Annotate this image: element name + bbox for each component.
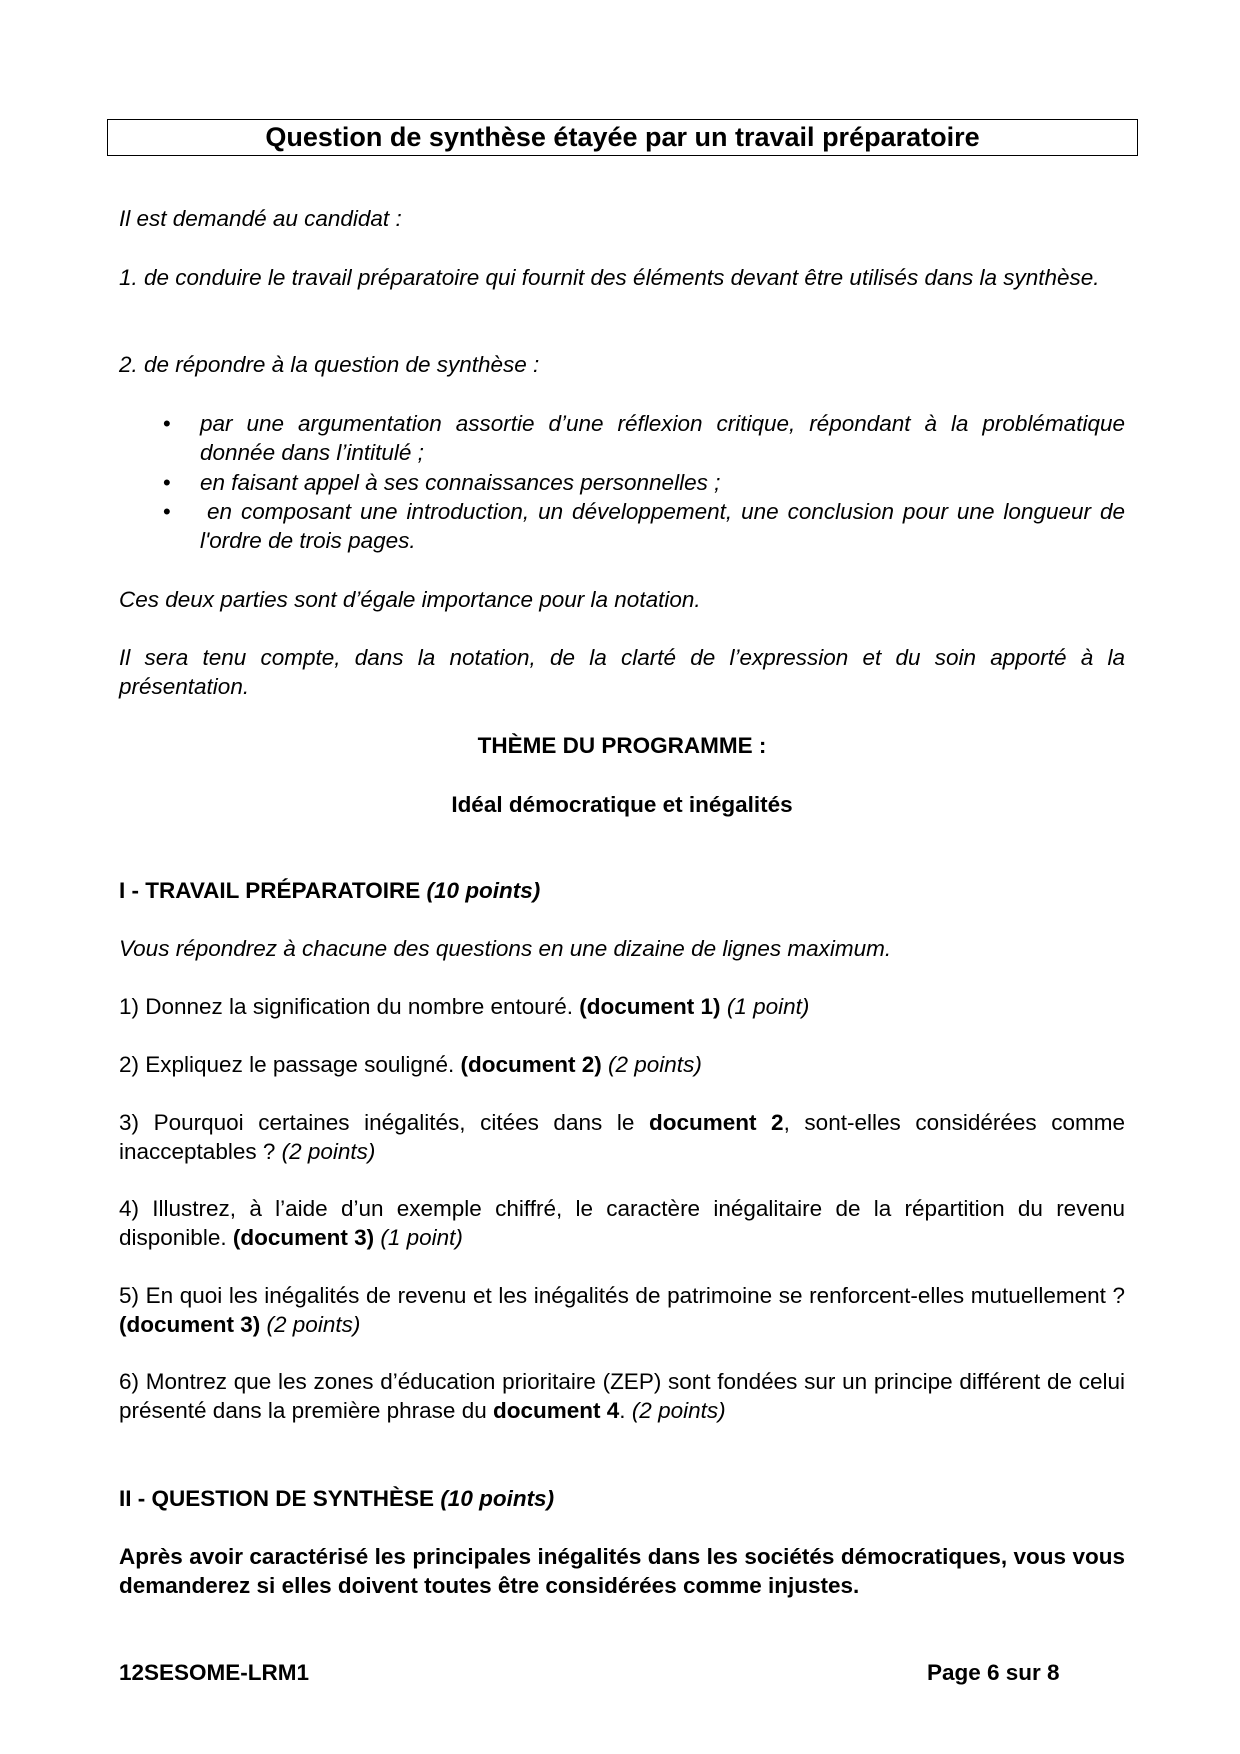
question-points: (2 points): [266, 1312, 361, 1337]
question-5: [119, 1281, 1125, 1339]
question-text: 6) Montrez que les zones d’éducation prioritaire (ZEP) sont fondées sur un principe différent de celui présenté dans la première phrase du: [119, 1369, 1125, 1423]
part-2-heading: [119, 1484, 1125, 1513]
question-text-continued: , sont-elles considérées comme inacceptables ?: [119, 1110, 1125, 1164]
bullet-item: en composant une introduction, un développement, une conclusion pour une longueur de l'ordre de trois pages.: [200, 499, 1125, 553]
question-points: (2 points): [631, 1398, 726, 1423]
bullet-item: par une argumentation assortie d’une réflexion critique, répondant à la problématique donnée dans l’intitulé ;: [200, 411, 1125, 465]
question-1: [119, 992, 1125, 1021]
page-title-text: Question de synthèse étayée par un travail préparatoire: [265, 122, 980, 152]
question-points: (1 point): [726, 994, 810, 1019]
question-text: 4) Illustrez, à l’aide d’un exemple chiffré, le caractère inégalitaire de la répartition du revenu disponible.: [119, 1196, 1125, 1250]
part-2-heading-text: II - QUESTION DE SYNTHÈSE: [119, 1486, 435, 1511]
part-2-points: (10 points): [440, 1486, 555, 1511]
question-doc-ref: (document 1): [579, 994, 721, 1019]
intro-text: Il est demandé au candidat :: [119, 206, 402, 231]
question-points: (2 points): [608, 1052, 702, 1077]
part-1-heading-text: I - TRAVAIL PRÉPARATOIRE: [119, 878, 421, 903]
part-1-instruction: Vous répondrez à chacune des questions en une dizaine de lignes maximum.: [119, 936, 892, 961]
page-title: [107, 119, 1138, 156]
question-doc-ref: (document 3): [232, 1225, 375, 1250]
question-6: [119, 1367, 1125, 1425]
question-text: 1) Donnez la signification du nombre entouré.: [119, 994, 574, 1019]
bullet-icon: •: [163, 499, 171, 524]
footer-page-number: Page 6 sur 8: [927, 1660, 1060, 1685]
question-4: [119, 1194, 1125, 1252]
theme-label: THÈME DU PROGRAMME :: [477, 733, 767, 758]
question-doc-ref: (document 3): [119, 1312, 261, 1337]
question-text: 3) Pourquoi certaines inégalités, citées dans le: [119, 1110, 635, 1135]
part-1-points: (10 points): [426, 878, 541, 903]
part-1-heading: [119, 876, 1125, 905]
step-1-text: 1. de conduire le travail préparatoire qui fournit des éléments devant être utilisés dans la synthèse.: [119, 265, 1100, 290]
question-points: (2 points): [281, 1139, 376, 1164]
step-2-text: 2. de répondre à la question de synthèse :: [119, 352, 540, 377]
question-2: [119, 1050, 1125, 1079]
note-presentation: Il sera tenu compte, dans la notation, de la clarté de l’expression et du soin apporté à la présentation.: [119, 645, 1125, 699]
question-doc-ref: document 4: [493, 1398, 620, 1423]
question-text-continued: .: [619, 1398, 626, 1423]
bullet-icon: •: [163, 411, 171, 436]
note-equal-importance: Ces deux parties sont d’égale importance pour la notation.: [119, 587, 701, 612]
question-doc-ref: document 2: [648, 1110, 784, 1135]
bullet-item: en faisant appel à ses connaissances personnelles ;: [200, 470, 721, 495]
theme-title: Idéal démocratique et inégalités: [451, 792, 793, 817]
question-text: 2) Expliquez le passage souligné.: [119, 1052, 455, 1077]
question-text: 5) En quoi les inégalités de revenu et les inégalités de patrimoine se renforcent-elles mutuellement ?: [119, 1283, 1125, 1308]
synthesis-question: Après avoir caractérisé les principales inégalités dans les sociétés démocratiques, vous vous demanderez si elles doivent toutes être considérées comme injustes.: [119, 1544, 1125, 1598]
question-doc-ref: (document 2): [460, 1052, 602, 1077]
question-3: [119, 1108, 1125, 1166]
bullet-icon: •: [163, 470, 171, 495]
question-points: (1 point): [380, 1225, 463, 1250]
footer-code: 12SESOME-LRM1: [119, 1660, 310, 1685]
